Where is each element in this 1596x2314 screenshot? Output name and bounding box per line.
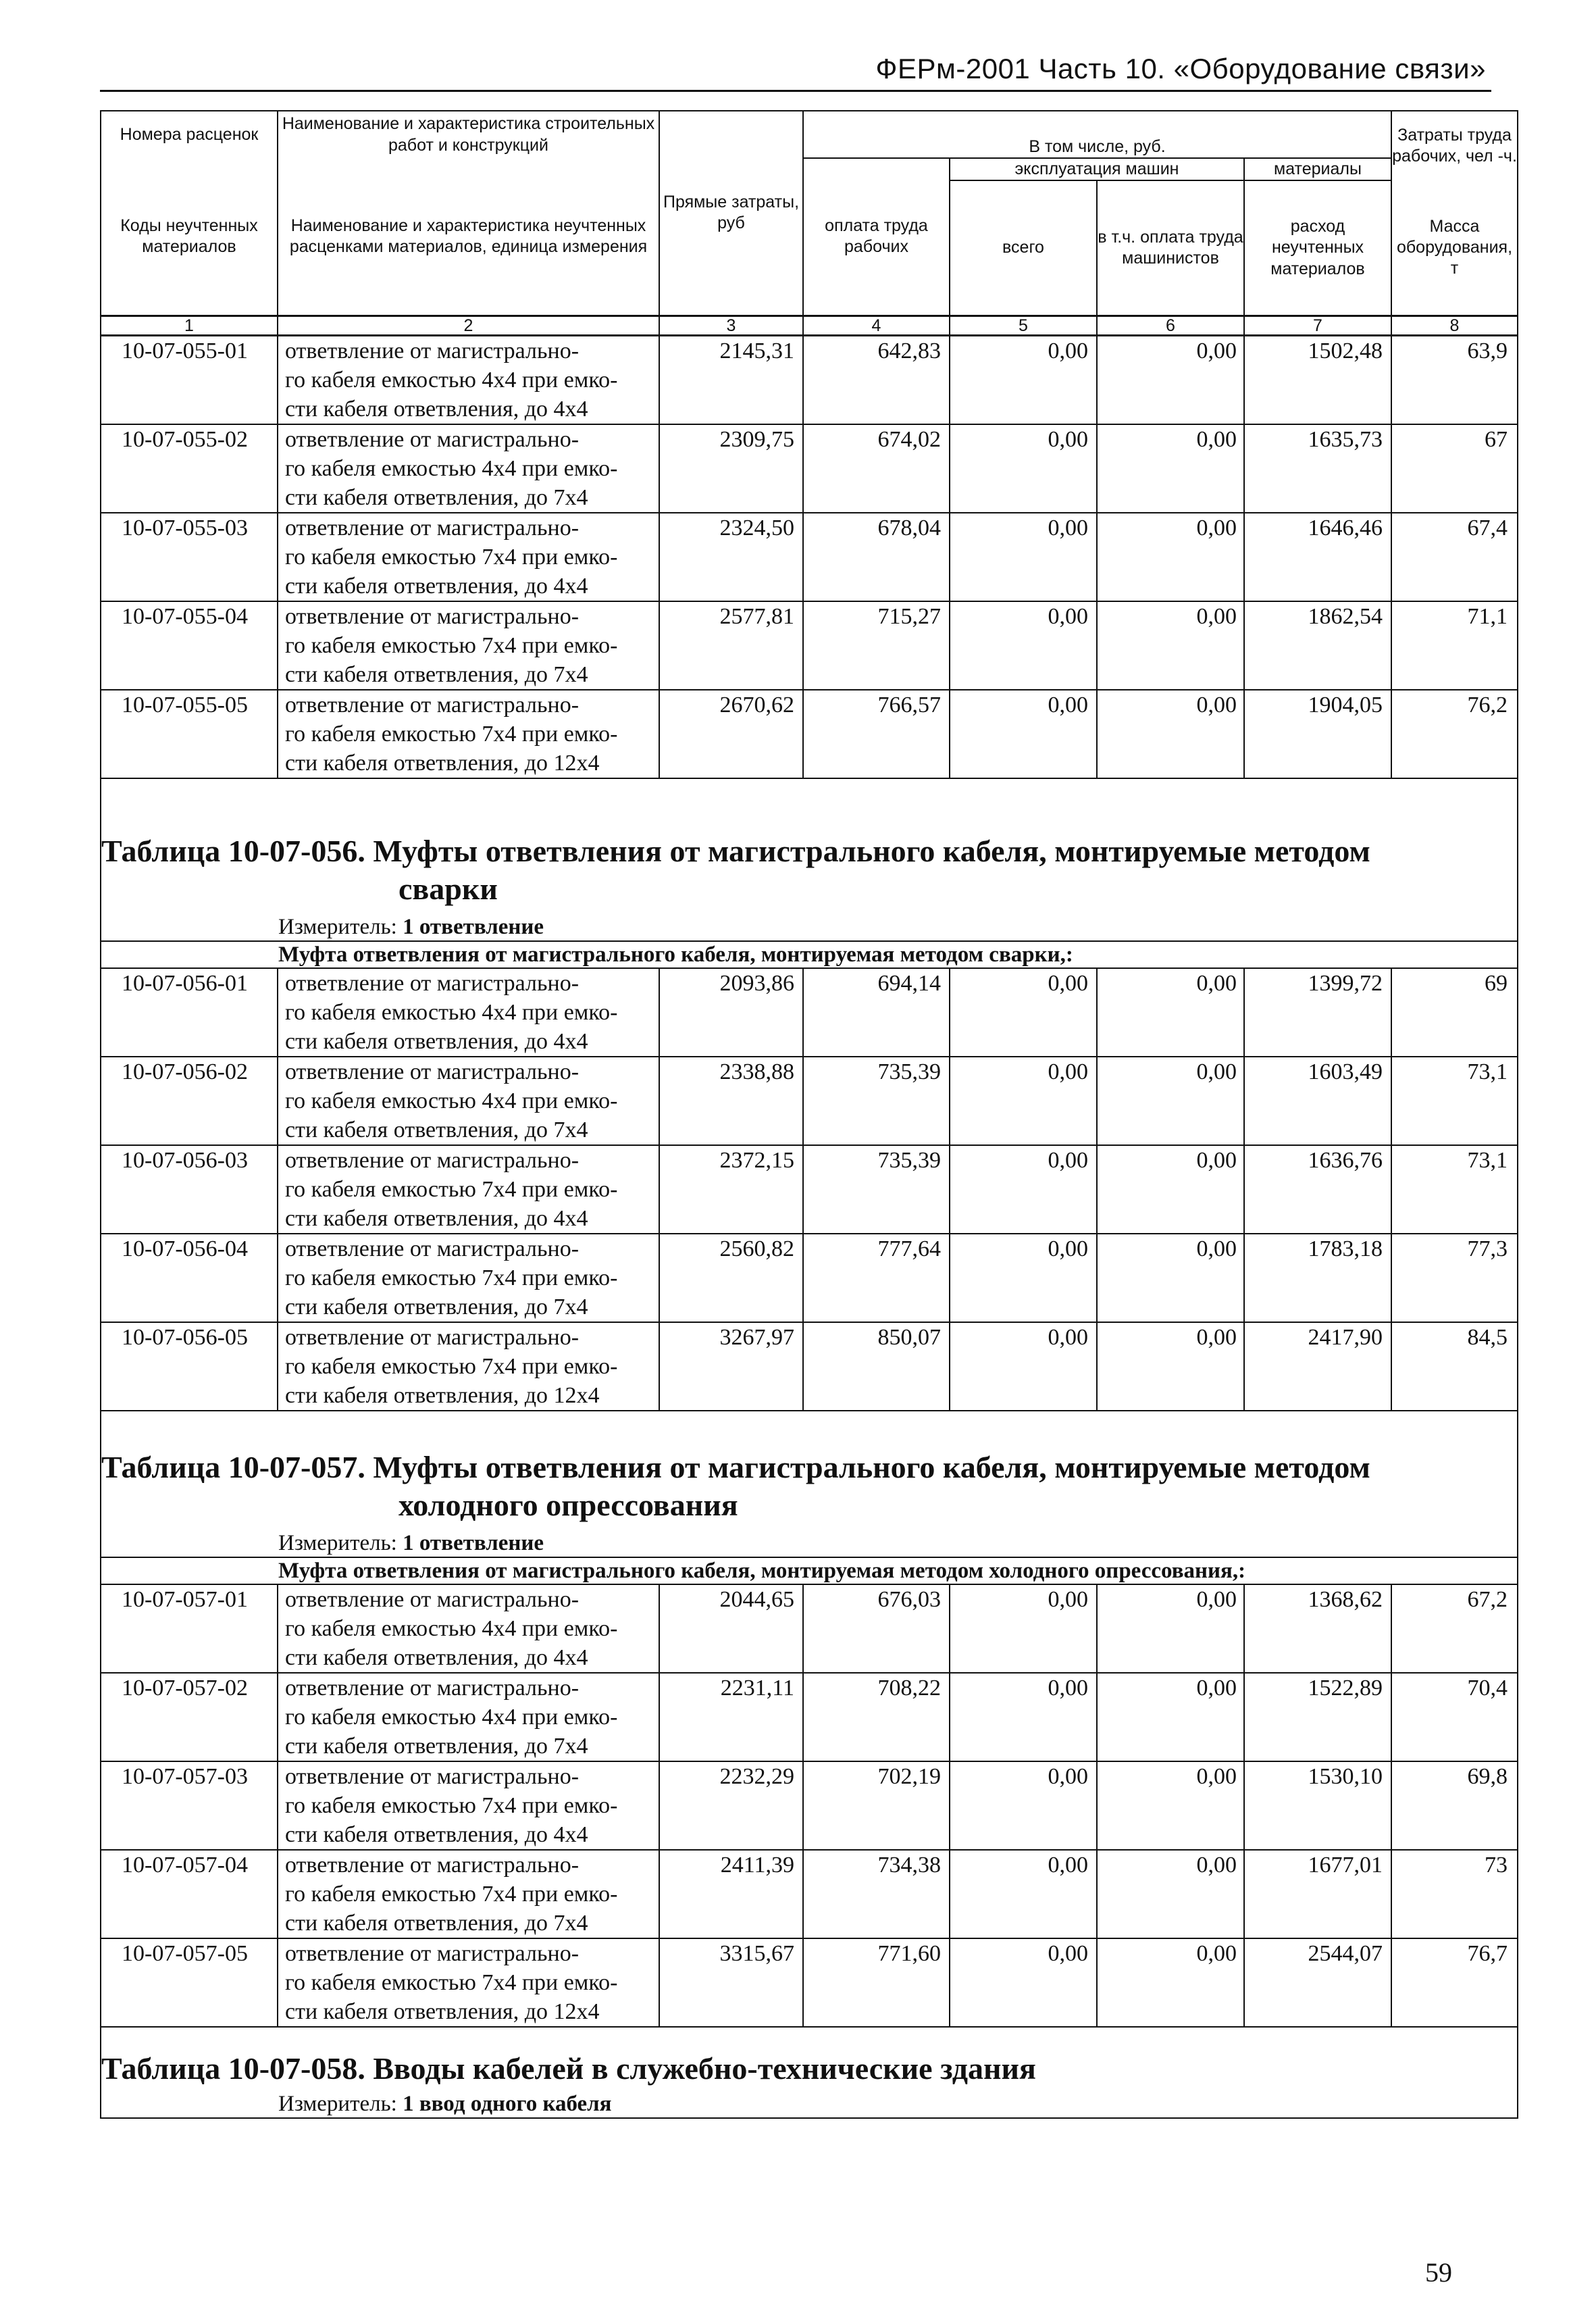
labor-hours: 69,8	[1391, 1761, 1518, 1850]
worker-pay: 642,83	[803, 335, 950, 424]
worker-pay: 674,02	[803, 424, 950, 513]
worker-pay: 708,22	[803, 1673, 950, 1761]
rate-code: 10-07-056-01	[101, 968, 278, 1057]
rate-code: 10-07-057-02	[101, 1673, 278, 1761]
operator-pay: 0,00	[1097, 1584, 1244, 1673]
worker-pay: 735,39	[803, 1145, 950, 1234]
operator-pay: 0,00	[1097, 968, 1244, 1057]
rate-code: 10-07-055-03	[101, 513, 278, 601]
column-number: 7	[1244, 316, 1391, 335]
operator-pay: 0,00	[1097, 1057, 1244, 1145]
table-row	[101, 513, 1518, 601]
column-number: 6	[1097, 316, 1244, 335]
labor-hours: 73,1	[1391, 1057, 1518, 1145]
direct-costs: 2411,39	[659, 1850, 803, 1938]
work-description: ответвление от магистрально- го кабеля емкостью 4х4 при емко- сти кабеля ответвления, до 7х4	[278, 424, 659, 513]
column-number: 3	[659, 316, 803, 335]
materials-cost: 1646,46	[1244, 513, 1391, 601]
column-numbers-row	[101, 316, 1518, 335]
header-machines-total: всего	[950, 180, 1097, 316]
worker-pay: 715,27	[803, 601, 950, 690]
page-number: 59	[1425, 2257, 1452, 2288]
rate-code: 10-07-057-01	[101, 1584, 278, 1673]
table-058-title: Таблица 10-07-058. Вводы кабелей в служебно-технические здания	[101, 2027, 1518, 2090]
work-description: ответвление от магистрально- го кабеля емкостью 4х4 при емко- сти кабеля ответвления, до 4х4	[278, 1584, 659, 1673]
labor-hours: 84,5	[1391, 1322, 1518, 1411]
labor-hours: 73	[1391, 1850, 1518, 1938]
worker-pay: 771,60	[803, 1938, 950, 2027]
table-057-title: Таблица 10-07-057. Муфты ответвления от магистрального кабеля, монтируемые методом холодного опрессования	[101, 1411, 1518, 1530]
rates-table	[100, 110, 1518, 2119]
header-rate-numbers: Номера расценок	[101, 111, 278, 158]
machines-total: 0,00	[950, 601, 1097, 690]
operator-pay: 0,00	[1097, 601, 1244, 690]
rate-code: 10-07-057-03	[101, 1761, 278, 1850]
materials-cost: 1530,10	[1244, 1761, 1391, 1850]
header-rule	[100, 90, 1491, 92]
rate-code: 10-07-057-04	[101, 1850, 278, 1938]
table-row	[101, 1673, 1518, 1761]
work-description: ответвление от магистрально- го кабеля емкостью 4х4 при емко- сти кабеля ответвления, до 7х4	[278, 1673, 659, 1761]
rate-code: 10-07-057-05	[101, 1938, 278, 2027]
machines-total: 0,00	[950, 1850, 1097, 1938]
rate-code: 10-07-056-03	[101, 1145, 278, 1234]
table-row	[101, 1850, 1518, 1938]
materials-cost: 1783,18	[1244, 1234, 1391, 1322]
header-equipment-mass: Масса оборудования, т	[1391, 180, 1518, 316]
worker-pay: 777,64	[803, 1234, 950, 1322]
operator-pay: 0,00	[1097, 1234, 1244, 1322]
work-description: ответвление от магистрально- го кабеля емкостью 7х4 при емко- сти кабеля ответвления, до 7х4	[278, 1234, 659, 1322]
labor-hours: 71,1	[1391, 601, 1518, 690]
header-work-name: Наименование и характеристика строительных работ и конструкций	[278, 111, 659, 158]
table-row	[101, 1938, 1518, 2027]
header-material-name: Наименование и характеристика неучтенных расценками материалов, единица измерения	[278, 158, 659, 316]
operator-pay: 0,00	[1097, 1761, 1244, 1850]
materials-cost: 1603,49	[1244, 1057, 1391, 1145]
worker-pay: 734,38	[803, 1850, 950, 1938]
rate-code: 10-07-056-05	[101, 1322, 278, 1411]
rate-code: 10-07-055-05	[101, 690, 278, 778]
table-056-measure: Измеритель: 1 ответвление	[101, 913, 1518, 941]
direct-costs: 2232,29	[659, 1761, 803, 1850]
header-unaccounted-materials: расход неучтенных материалов	[1244, 180, 1391, 316]
direct-costs: 2145,31	[659, 335, 803, 424]
labor-hours: 70,4	[1391, 1673, 1518, 1761]
header-machines: эксплуатация машин	[950, 158, 1244, 180]
operator-pay: 0,00	[1097, 1322, 1244, 1411]
table-row	[101, 335, 1518, 424]
worker-pay: 850,07	[803, 1322, 950, 1411]
header-worker-pay: оплата труда рабочих	[803, 158, 950, 316]
machines-total: 0,00	[950, 335, 1097, 424]
operator-pay: 0,00	[1097, 513, 1244, 601]
column-number: 8	[1391, 316, 1518, 335]
materials-cost: 1677,01	[1244, 1850, 1391, 1938]
materials-cost: 1502,48	[1244, 335, 1391, 424]
table-row	[101, 1234, 1518, 1322]
materials-cost: 2544,07	[1244, 1938, 1391, 2027]
table-row	[101, 1584, 1518, 1673]
direct-costs: 2093,86	[659, 968, 803, 1057]
machines-total: 0,00	[950, 1322, 1097, 1411]
operator-pay: 0,00	[1097, 1673, 1244, 1761]
labor-hours: 73,1	[1391, 1145, 1518, 1234]
materials-cost: 1862,54	[1244, 601, 1391, 690]
direct-costs: 2338,88	[659, 1057, 803, 1145]
materials-cost: 1635,73	[1244, 424, 1391, 513]
materials-cost: 1904,05	[1244, 690, 1391, 778]
rate-code: 10-07-055-02	[101, 424, 278, 513]
table-056-group: Муфта ответвления от магистрального кабеля, монтируемая методом сварки,:	[101, 941, 1518, 968]
materials-cost: 1636,76	[1244, 1145, 1391, 1234]
materials-cost: 1522,89	[1244, 1673, 1391, 1761]
materials-cost: 1368,62	[1244, 1584, 1391, 1673]
direct-costs: 2309,75	[659, 424, 803, 513]
labor-hours: 67,2	[1391, 1584, 1518, 1673]
machines-total: 0,00	[950, 1234, 1097, 1322]
work-description: ответвление от магистрально- го кабеля емкостью 7х4 при емко- сти кабеля ответвления, до 12х4	[278, 1938, 659, 2027]
table-row	[101, 601, 1518, 690]
column-number: 2	[278, 316, 659, 335]
header-including: В том числе, руб.	[803, 111, 1391, 158]
direct-costs: 2670,62	[659, 690, 803, 778]
table-row	[101, 1322, 1518, 1411]
labor-hours: 69	[1391, 968, 1518, 1057]
operator-pay: 0,00	[1097, 1145, 1244, 1234]
operator-pay: 0,00	[1097, 1938, 1244, 2027]
column-number: 4	[803, 316, 950, 335]
worker-pay: 694,14	[803, 968, 950, 1057]
header-direct-costs: Прямые затраты, руб	[659, 111, 803, 316]
table-row	[101, 690, 1518, 778]
machines-total: 0,00	[950, 1057, 1097, 1145]
table-056-title: Таблица 10-07-056. Муфты ответвления от магистрального кабеля, монтируемые методом сварки	[101, 778, 1518, 913]
machines-total: 0,00	[950, 690, 1097, 778]
machines-total: 0,00	[950, 1761, 1097, 1850]
work-description: ответвление от магистрально- го кабеля емкостью 4х4 при емко- сти кабеля ответвления, до 7х4	[278, 1057, 659, 1145]
direct-costs: 2560,82	[659, 1234, 803, 1322]
direct-costs: 2577,81	[659, 601, 803, 690]
worker-pay: 735,39	[803, 1057, 950, 1145]
labor-hours: 67,4	[1391, 513, 1518, 601]
table-row	[101, 1145, 1518, 1234]
machines-total: 0,00	[950, 513, 1097, 601]
work-description: ответвление от магистрально- го кабеля емкостью 7х4 при емко- сти кабеля ответвления, до 4х4	[278, 513, 659, 601]
table-row	[101, 968, 1518, 1057]
table-row	[101, 1761, 1518, 1850]
machines-total: 0,00	[950, 1584, 1097, 1673]
direct-costs: 2231,11	[659, 1673, 803, 1761]
operator-pay: 0,00	[1097, 335, 1244, 424]
header-labor-hours: Затраты труда рабочих, чел -ч.	[1391, 111, 1518, 180]
header-material-codes: Коды неучтенных материалов	[101, 158, 278, 316]
materials-cost: 1399,72	[1244, 968, 1391, 1057]
worker-pay: 678,04	[803, 513, 950, 601]
machines-total: 0,00	[950, 1938, 1097, 2027]
work-description: ответвление от магистрально- го кабеля емкостью 7х4 при емко- сти кабеля ответвления, до 4х4	[278, 1145, 659, 1234]
work-description: ответвление от магистрально- го кабеля емкостью 7х4 при емко- сти кабеля ответвления, до 7х4	[278, 601, 659, 690]
column-number: 1	[101, 316, 278, 335]
operator-pay: 0,00	[1097, 1850, 1244, 1938]
work-description: ответвление от магистрально- го кабеля емкостью 4х4 при емко- сти кабеля ответвления, до 4х4	[278, 968, 659, 1057]
column-number: 5	[950, 316, 1097, 335]
direct-costs: 2044,65	[659, 1584, 803, 1673]
table-057-measure: Измеритель: 1 ответвление	[101, 1530, 1518, 1557]
work-description: ответвление от магистрально- го кабеля емкостью 7х4 при емко- сти кабеля ответвления, до 12х4	[278, 690, 659, 778]
header-operator-pay: в т.ч. оплата труда машинистов	[1097, 180, 1244, 316]
table-row	[101, 1057, 1518, 1145]
labor-hours: 76,2	[1391, 690, 1518, 778]
labor-hours: 76,7	[1391, 1938, 1518, 2027]
running-header: ФЕРм-2001 Часть 10. «Оборудование связи»	[875, 53, 1486, 84]
labor-hours: 77,3	[1391, 1234, 1518, 1322]
labor-hours: 63,9	[1391, 335, 1518, 424]
work-description: ответвление от магистрально- го кабеля емкостью 7х4 при емко- сти кабеля ответвления, до 7х4	[278, 1850, 659, 1938]
rate-code: 10-07-056-02	[101, 1057, 278, 1145]
operator-pay: 0,00	[1097, 690, 1244, 778]
direct-costs: 3267,97	[659, 1322, 803, 1411]
worker-pay: 766,57	[803, 690, 950, 778]
machines-total: 0,00	[950, 1673, 1097, 1761]
machines-total: 0,00	[950, 968, 1097, 1057]
operator-pay: 0,00	[1097, 424, 1244, 513]
machines-total: 0,00	[950, 1145, 1097, 1234]
labor-hours: 67	[1391, 424, 1518, 513]
work-description: ответвление от магистрально- го кабеля емкостью 7х4 при емко- сти кабеля ответвления, до 4х4	[278, 1761, 659, 1850]
rate-code: 10-07-056-04	[101, 1234, 278, 1322]
table-057-group: Муфта ответвления от магистрального кабеля, монтируемая методом холодного опрессования,:	[101, 1557, 1518, 1584]
work-description: ответвление от магистрально- го кабеля емкостью 4х4 при емко- сти кабеля ответвления, до 4х4	[278, 335, 659, 424]
worker-pay: 676,03	[803, 1584, 950, 1673]
machines-total: 0,00	[950, 424, 1097, 513]
table-058-measure: Измеритель: 1 ввод одного кабеля	[101, 2090, 1518, 2118]
header-materials: материалы	[1244, 158, 1391, 180]
rate-code: 10-07-055-01	[101, 335, 278, 424]
work-description: ответвление от магистрально- го кабеля емкостью 7х4 при емко- сти кабеля ответвления, до 12х4	[278, 1322, 659, 1411]
direct-costs: 2324,50	[659, 513, 803, 601]
table-row	[101, 424, 1518, 513]
materials-cost: 2417,90	[1244, 1322, 1391, 1411]
direct-costs: 3315,67	[659, 1938, 803, 2027]
rate-code: 10-07-055-04	[101, 601, 278, 690]
direct-costs: 2372,15	[659, 1145, 803, 1234]
worker-pay: 702,19	[803, 1761, 950, 1850]
